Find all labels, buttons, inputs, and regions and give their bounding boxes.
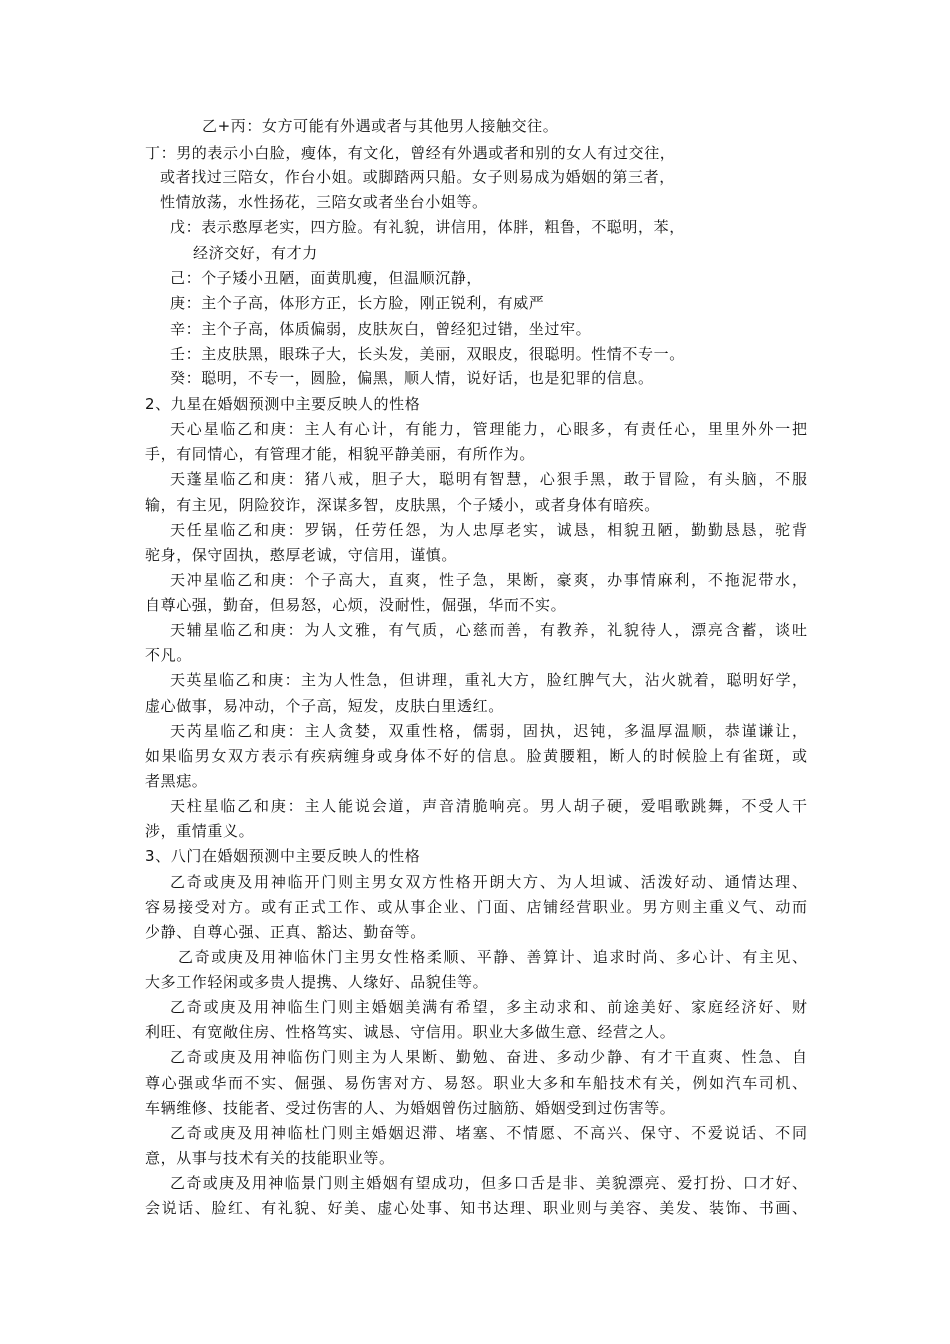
text-line: 利旺、有宽敞住房、性格笃实、诚恳、守信用。职业大多做生意、经营之人。 (145, 1023, 676, 1041)
text-line: 壬：主皮肤黑，眼珠子大，长头发，美丽，双眼皮，很聪明。性情不专一。 (170, 345, 685, 363)
text-line: 天英星临乙和庚：主为人性急，但讲理，重礼大方，脸红脾气大，沾火就着，聪明好学， (170, 671, 807, 689)
text-line: 经济交好，有才力 (193, 244, 318, 262)
text-line: 如果临男女双方表示有疾病缠身或身体不好的信息。脸黄腰粗，断人的时候脸上有雀斑，或 (145, 747, 807, 765)
text-line: 乙奇或庚及用神临伤门则主为人果断、勤勉、奋进、多动少静、有才干直爽、性急、自 (170, 1048, 807, 1066)
text-line: 乙奇或庚及用神临景门则主婚姻有望成功，但多口舌是非、美貌漂亮、爱打扮、口才好、 (170, 1174, 807, 1192)
text-line: 辛：主个子高，体质偏弱，皮肤灰白，曾经犯过错，坐过牢。 (170, 320, 592, 338)
text-line: 乙奇或庚及用神临开门则主男女双方性格开朗大方、为人坦诚、活泼好动、通情达理、 (170, 873, 807, 891)
text-line: 天任星临乙和庚：罗锅，任劳任怨，为人忠厚老实，诚恳，相貌丑陋，勤勤恳恳，驼背 (170, 521, 807, 539)
text-line: 己：个子矮小丑陋，面黄肌瘦，但温顺沉静， (170, 269, 483, 287)
text-line: 虚心做事，易冲动，个子高，短发，皮肤白里透红。 (145, 697, 504, 715)
text-line: 乙奇或庚及用神临生门则主婚姻美满有希望，多主动求和、前途美好、家庭经济好、财 (170, 998, 807, 1016)
text-line: 者黑痣。 (145, 772, 208, 790)
text-line: 性情放荡，水性扬花，三陪女或者坐台小姐等。 (160, 193, 488, 211)
text-line: 天蓬星临乙和庚：猪八戒，胆子大，聪明有智慧，心狠手黑，敢于冒险，有头脑，不服 (170, 470, 807, 488)
text-line: 天心星临乙和庚：主人有心计，有能力，管理能力，心眼多，有责任心，里里外外一把 (170, 420, 807, 438)
text-line: 庚：主个子高，体形方正，长方脸，刚正锐利，有威严 (170, 294, 545, 312)
text-line: 丁：男的表示小白脸，瘦体，有文化，曾经有外遇或者和别的女人有过交往， (145, 144, 676, 162)
text-line: 天冲星临乙和庚：个子高大，直爽，性子急，果断，豪爽，办事情麻利，不拖泥带水， (170, 571, 807, 589)
section-heading: 3、八门在婚姻预测中主要反映人的性格 (145, 847, 421, 865)
text-line: 驼身，保守固执，憨厚老诚，守信用，谨慎。 (145, 546, 458, 564)
text-line: 会说话、脸红、有礼貌、好美、虚心处事、知书达理、职业则与美容、美发、装饰、书画、 (145, 1199, 807, 1217)
text-line: 车辆维修、技能者、受过伤害的人、为婚姻曾伤过脑筋、婚姻受到过伤害等。 (145, 1099, 676, 1117)
text-line: 戊：表示憨厚老实，四方脸。有礼貌，讲信用，体胖，粗鲁，不聪明，苯， (170, 218, 685, 236)
text-line: 或者找过三陪女，作台小姐。或脚踏两只船。女子则易成为婚姻的第三者， (160, 168, 675, 186)
text-line: 天柱星临乙和庚：主人能说会道，声音清脆响亮。男人胡子硬，爱唱歌跳舞，不受人干 (170, 797, 807, 815)
text-line: 不凡。 (145, 646, 192, 664)
text-line: 少静、自尊心强、正真、豁达、勤奋等。 (145, 923, 426, 941)
text-line: 天辅星临乙和庚：为人文雅，有气质，心慈而善，有教养，礼貌待人，漂亮含蓄，谈吐 (170, 621, 807, 639)
text-line: 乙奇或庚及用神临杜门则主婚姻迟滞、堵塞、不情愿、不高兴、保守、不爱说话、不同 (170, 1124, 807, 1142)
text-line: 手，有同情心，有管理才能，相貌平静美丽，有所作为。 (145, 445, 536, 463)
text-line: 意，从事与技术有关的技能职业等。 (145, 1149, 395, 1167)
text-line: 乙+丙：女方可能有外遇或者与其他男人接触交往。 (202, 117, 559, 135)
text-line: 输，有主见，阴险狡诈，深谋多智，皮肤黑，个子矮小，或者身体有暗疾。 (145, 496, 660, 514)
section-heading: 2、九星在婚姻预测中主要反映人的性格 (145, 395, 421, 413)
text-line: 容易接受对方。或有正式工作、或从事企业、门面、店铺经营职业。男方则主重义气、动而 (145, 898, 807, 916)
text-line: 自尊心强，勤奋，但易怒，心烦，没耐性，倔强，华而不实。 (145, 596, 567, 614)
text-line: 涉，重情重义。 (145, 822, 255, 840)
text-line: 乙奇或庚及用神临休门主男女性格柔顺、平静、善算计、追求时尚、多心计、有主见、 (178, 948, 807, 966)
text-line: 尊心强或华而不实、倔强、易伤害对方、易怒。职业大多和车船技术有关，例如汽车司机、 (145, 1074, 807, 1092)
text-line: 大多工作轻闲或多贵人提携、人缘好、品貌佳等。 (145, 973, 489, 991)
text-line: 癸：聪明，不专一，圆脸，偏黑，顺人情，说好话，也是犯罪的信息。 (170, 369, 654, 387)
text-line: 天芮星临乙和庚：主人贪婪，双重性格，儒弱，固执，迟钝，多温厚温顺，恭谨谦让， (170, 722, 807, 740)
